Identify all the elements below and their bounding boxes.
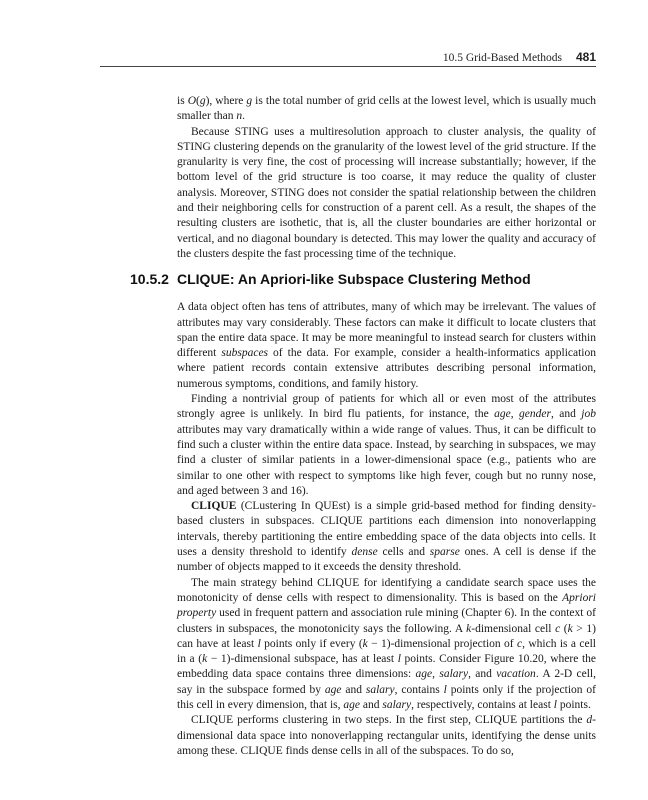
paragraph-two-steps: CLIQUE performs clustering in two steps. In the first step, CLIQUE partitions the d-dimensional data space into nonoverlapping rectangular units, identifying the dense units among these. CLIQUE finds dense cells in all of the subspaces. To do so,	[177, 714, 596, 757]
section-heading	[130, 271, 596, 292]
paragraph-subspaces: A data object often has tens of attributes, many of which may be irrelevant. The values of attributes may vary considerably. These factors can make it difficult to locate clusters that span the entire data space. It may be more meaningful to instead search for clusters within different subspaces of the data. For example, consider a health-informatics application where patient records contain extensive attributes describing personal information, numerous symptoms, conditions, and family history.	[177, 301, 596, 390]
intro-paragraph-1: is O(g), where g is the total number of grid cells at the lowest level, which is usually much smaller than n.	[177, 95, 596, 123]
paragraph-monotonicity: The main strategy behind CLIQUE for identifying a candidate search space uses the monotonicity of dense cells with respect to dimensionality. This is based on the Apriori property used in frequent pattern and association rule mining (Chapter 6). In the context of clusters in subspaces, the monotonicity says the following. A k-dimensional cell c (k > 1) can have at least l points only if every (k − 1)-dimensional projection of c, which is a cell in a (k − 1)-dimensional subspace, has at least l points. Consider Figure 10.20, where the embedding data space contains three dimensions: age, salary, and vacation. A 2-D cell, say in the subspace formed by age and salary, contains l points only if the projection of this cell in every dimension, that is, age and salary, respectively, contains at least l points.	[177, 576, 597, 711]
header-rule	[100, 66, 596, 67]
paragraph-bird-flu: Finding a nontrivial group of patients for which all or even most of the attributes strongly agree is unlikely. In bird flu patients, for instance, the age, gender, and job attributes may vary dramatically within a wide range of values. Thus, it can be difficult to find such a cluster within the entire data space. Instead, by searching in subspaces, we may find a cluster of similar patients in a lower-dimensional space (e.g., patients who are similar to one other with respect to symptoms like high fever, cough but no runny nose, and aged between 3 and 16).	[177, 393, 596, 497]
intro-paragraph-2: Because STING uses a multiresolution approach to cluster analysis, the quality of STING clustering depends on the granularity of the lowest level of the grid structure. If the granularity is very fine, the cost of processing will increase substantially; however, if the bottom level of the grid structure is too coarse, it may reduce the quality of cluster analysis. Moreover, STING does not consider the spatial relationship between the children and their neighboring cells for construction of a parent cell. As a result, the shapes of the resulting clusters are isothetic, that is, all the cluster boundaries are either horizontal or vertical, and no diagonal boundary is detected. This may lower the quality and accuracy of the clusters despite the fast processing time of the technique.	[177, 125, 596, 260]
page-body	[130, 94, 597, 759]
paragraph-clique-definition: CLIQUE (CLustering In QUEst) is a simple grid-based method for finding density-based clusters in subspaces. CLIQUE partitions each dimension into nonoverlapping intervals, thereby partitioning the entire embedding space of the data objects into cells. It uses a density threshold to identify dense cells and sparse ones. A cell is dense if the number of objects mapped to it exceeds the density threshold.	[177, 500, 596, 574]
page-number: 481	[575, 50, 596, 64]
running-header-section: 10.5 Grid-Based Methods	[442, 52, 562, 64]
running-header	[443, 50, 596, 64]
section-number: 10.5.2	[130, 271, 169, 288]
section-title: CLIQUE: An Apriori-like Subspace Clustering Method	[177, 271, 531, 288]
